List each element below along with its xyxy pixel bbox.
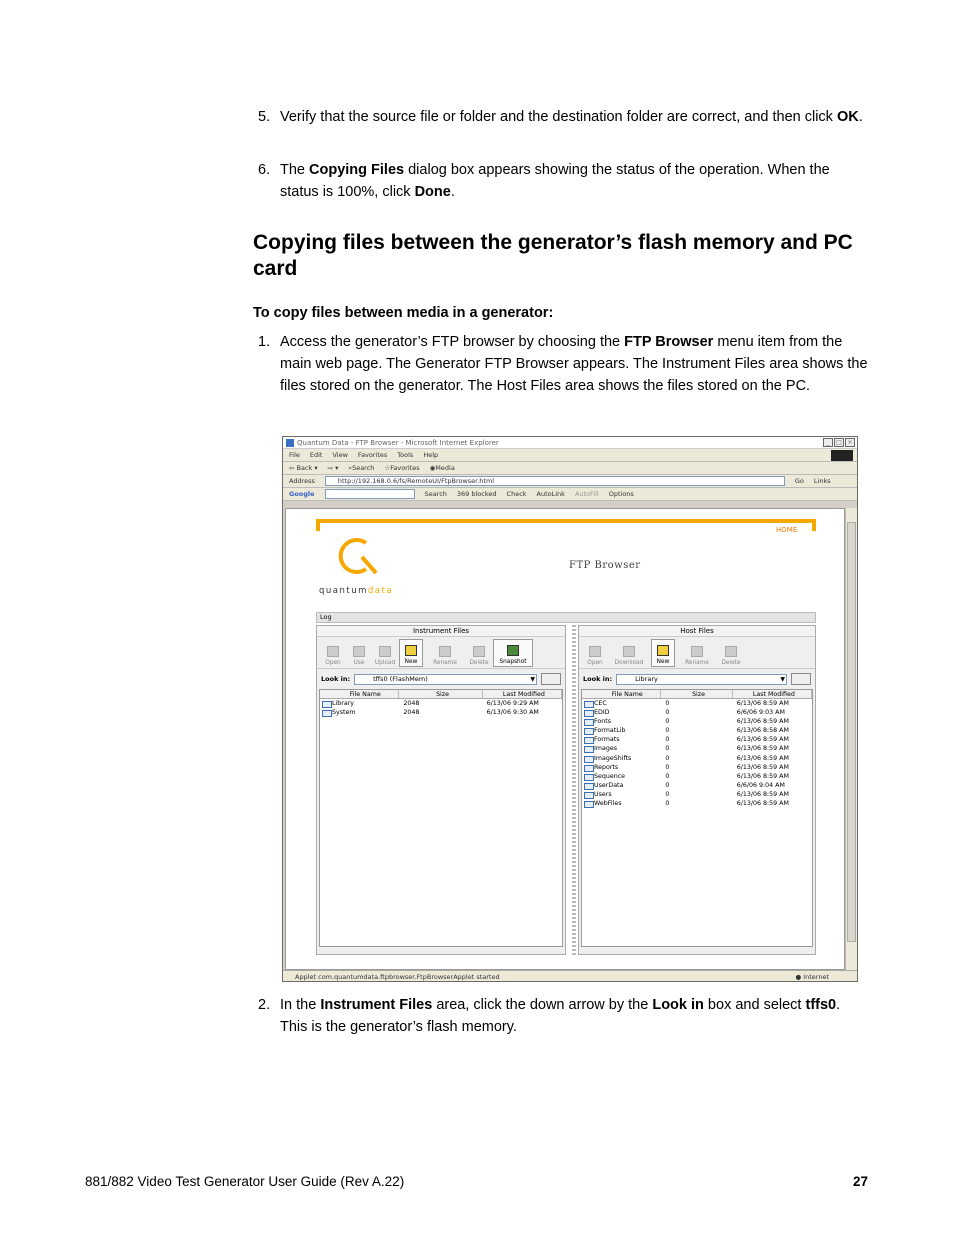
window-title: Quantum Data - FTP Browser - Microsoft Internet Explorer	[297, 439, 499, 447]
folder-up-icon[interactable]	[791, 673, 811, 685]
menu-help[interactable]: Help	[423, 450, 439, 459]
header-frame	[316, 519, 816, 529]
maximize-icon[interactable]: □	[834, 438, 844, 447]
download-button[interactable]: Download	[609, 639, 649, 667]
step-number: 1.	[258, 334, 271, 350]
menu-file[interactable]: File	[289, 450, 300, 459]
open-icon	[327, 646, 339, 657]
rename-icon	[691, 646, 703, 657]
address-input[interactable]: http://192.168.0.6/fs/RemoteUI/FtpBrowser.html	[325, 476, 785, 486]
step-text: The Copying Files dialog box appears showing the status of the operation. When the status is 100%, click Done.	[280, 162, 830, 200]
table-row[interactable]: Reports 0 6/13/06 8:59 AM	[582, 763, 812, 772]
new-folder-icon	[657, 645, 669, 656]
panel-splitter[interactable]	[572, 625, 576, 955]
table-header	[582, 690, 812, 699]
standard-toolbar	[283, 462, 857, 475]
instrument-files-panel	[316, 625, 566, 955]
header-last-modified[interactable]: Last Modified	[483, 690, 562, 698]
log-bar[interactable]: Log	[316, 612, 816, 623]
address-label: Address	[289, 476, 315, 485]
links-button[interactable]: Links	[813, 476, 831, 485]
upload-button[interactable]: Upload	[373, 639, 397, 667]
table-row[interactable]: System 2048 6/13/06 9:30 AM	[320, 708, 562, 717]
header-size[interactable]: Size	[661, 690, 732, 698]
upload-icon	[379, 646, 391, 657]
media-button[interactable]: ◉Media	[429, 463, 455, 472]
windows-logo-icon	[831, 450, 853, 461]
new-button[interactable]: New	[399, 639, 423, 667]
google-search-input[interactable]	[325, 489, 415, 499]
menu-edit[interactable]: Edit	[309, 450, 323, 459]
step-number: 6.	[258, 162, 271, 178]
ie-icon	[286, 439, 294, 447]
step-2	[258, 994, 870, 1038]
open-icon	[589, 646, 601, 657]
download-icon	[623, 646, 635, 657]
table-row[interactable]: EDID 0 6/6/06 9:03 AM	[582, 708, 812, 717]
menu-view[interactable]: View	[332, 450, 348, 459]
instrument-file-table	[319, 689, 563, 947]
table-row[interactable]: CEC 0 6/13/06 8:59 AM	[582, 699, 812, 708]
google-toolbar	[283, 488, 857, 501]
header-file-name[interactable]: File Name	[320, 690, 399, 698]
lookin-label: Look in:	[321, 675, 351, 683]
search-button[interactable]: ⌕Search	[348, 463, 375, 472]
google-logo[interactable]: Google	[289, 489, 315, 498]
table-row[interactable]: Formats 0 6/13/06 8:59 AM	[582, 735, 812, 744]
table-row[interactable]: Fonts 0 6/13/06 8:59 AM	[582, 717, 812, 726]
table-row[interactable]: Images 0 6/13/06 8:59 AM	[582, 744, 812, 753]
ftp-browser-screenshot	[282, 436, 858, 982]
rename-button[interactable]: Rename	[425, 639, 465, 667]
delete-button[interactable]: Delete	[719, 639, 743, 667]
address-bar	[283, 475, 857, 488]
table-row[interactable]: WebFiles 0 6/13/06 8:59 AM	[582, 799, 812, 808]
snapshot-icon	[507, 645, 519, 656]
trash-icon	[725, 646, 737, 657]
window-title-bar	[283, 437, 857, 449]
popup-blocker[interactable]: 369 blocked	[456, 489, 497, 498]
window-controls	[823, 438, 855, 447]
use-button[interactable]: Use	[347, 639, 371, 667]
open-button[interactable]: Open	[321, 639, 345, 667]
go-button[interactable]: Go	[794, 476, 804, 485]
step-number: 2.	[258, 997, 271, 1013]
page-scrollbar[interactable]	[845, 508, 857, 970]
header-last-modified[interactable]: Last Modified	[733, 690, 812, 698]
host-lookin	[579, 669, 815, 689]
folder-up-icon[interactable]	[541, 673, 561, 685]
spell-check-button[interactable]: Check	[506, 489, 527, 498]
lookin-label: Look in:	[583, 675, 613, 683]
snapshot-button[interactable]: Snapshot	[493, 639, 533, 667]
menu-tools[interactable]: Tools	[397, 450, 414, 459]
close-icon[interactable]: ×	[845, 438, 855, 447]
host-files-panel	[578, 625, 816, 955]
forward-icon[interactable]: ⇨ ▾	[327, 463, 339, 472]
step-1	[258, 331, 870, 397]
procedure-heading: To copy files between media in a generator:	[253, 305, 554, 321]
table-row[interactable]: Users 0 6/13/06 8:59 AM	[582, 790, 812, 799]
use-icon	[353, 646, 365, 657]
rename-button[interactable]: Rename	[677, 639, 717, 667]
step-number: 5.	[258, 109, 271, 125]
autolink-button[interactable]: AutoLink	[536, 489, 565, 498]
instrument-lookin	[317, 669, 565, 689]
web-page	[285, 508, 845, 970]
options-button[interactable]: Options	[608, 489, 634, 498]
table-row[interactable]: ImageShifts 0 6/13/06 8:59 AM	[582, 754, 812, 763]
table-row[interactable]: Library 2048 6/13/06 9:29 AM	[320, 699, 562, 708]
company-logo-text: quantumdata	[319, 586, 394, 596]
menu-favorites[interactable]: Favorites	[357, 450, 388, 459]
favorites-button[interactable]: ☆Favorites	[384, 463, 420, 472]
lookin-select[interactable]: tffs0 (FlashMem) ▼	[354, 674, 537, 685]
step-6	[258, 159, 870, 203]
autofill-button[interactable]: AutoFill	[574, 489, 599, 498]
step-text: In the Instrument Files area, click the down arrow by the Look in box and select tffs0. This is the generator’s flash memory.	[280, 997, 841, 1035]
table-row[interactable]: FormatLib 0 6/13/06 8:58 AM	[582, 726, 812, 735]
section-heading: Copying files between the generator’s flash memory and PC card	[253, 231, 853, 280]
menu-bar	[283, 449, 857, 462]
new-folder-icon	[405, 645, 417, 656]
host-rows	[582, 699, 812, 808]
step-5	[258, 106, 870, 128]
lookin-select[interactable]: Library ▼	[616, 674, 787, 685]
table-header	[320, 690, 562, 699]
table-row[interactable]: UserData 0 6/6/06 9:04 AM	[582, 781, 812, 790]
quantumdata-q-icon	[336, 535, 380, 579]
open-button[interactable]: Open	[583, 639, 607, 667]
panel-title: Instrument Files	[317, 626, 565, 637]
host-file-table	[581, 689, 813, 947]
step-text: Verify that the source file or folder and the destination folder are correct, and then click OK.	[280, 109, 863, 125]
scroll-thumb[interactable]	[847, 522, 856, 942]
delete-button[interactable]: Delete	[467, 639, 491, 667]
rename-icon	[439, 646, 451, 657]
footer-title: 881/882 Video Test Generator User Guide (Rev A.22)	[85, 1174, 405, 1189]
back-button[interactable]: ⇦ Back ▾	[289, 463, 318, 472]
trash-icon	[473, 646, 485, 657]
new-button[interactable]: New	[651, 639, 675, 667]
host-toolbar	[579, 637, 815, 669]
table-row[interactable]: Sequence 0 6/13/06 8:59 AM	[582, 772, 812, 781]
home-link[interactable]: HOME	[776, 526, 798, 534]
status-bar	[283, 970, 858, 982]
minimize-icon[interactable]: _	[823, 438, 833, 447]
page-title: FTP Browser	[569, 560, 641, 571]
header-size[interactable]: Size	[399, 690, 482, 698]
google-search-button[interactable]: Search	[424, 489, 447, 498]
internet-zone: ● Internet	[795, 973, 829, 981]
header-file-name[interactable]: File Name	[582, 690, 661, 698]
instrument-toolbar	[317, 637, 565, 669]
panel-title: Host Files	[579, 626, 815, 637]
page-number: 27	[853, 1174, 869, 1189]
status-text: Applet com.quantumdata.ftpbrowser.FtpBrowserApplet started	[295, 973, 500, 981]
step-text: Access the generator’s FTP browser by choosing the FTP Browser menu item from the main web page. The Generator FTP Browser appears. The Instrument Files area shows the files stored on the generator. The Host Files area shows the files stored on the PC.	[280, 334, 868, 394]
